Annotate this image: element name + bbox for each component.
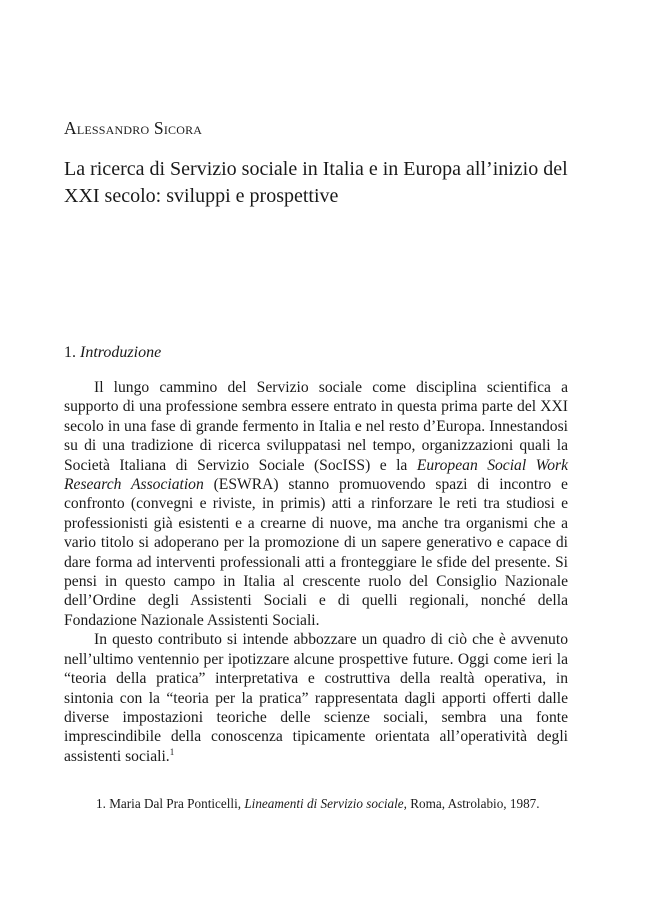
section-number: 1. bbox=[64, 344, 76, 361]
paragraph-1-text-b: (ESWRA) stanno promuovendo spazi di incontro e confronto (convegni e riviste, in primis) atti a rinforzare le reti tra studiosi e professionisti già esistenti e a crearne di nuove, ma anche tra organismi che a vario titolo si adoperano per la promozione di un sapere generativo e capace di dare forma ad interventi professionali atti a fronteggiare le sfide del presente. Si pensi in questo campo in Italia al crescente ruolo del Consiglio Nazionale dell’Ordine degli Assistenti Sociali e di quelli regionali, nonché della Fondazione Nazionale Assistenti Sociali. bbox=[64, 476, 568, 629]
footnote-book-title: Lineamenti di Servizio sociale bbox=[244, 796, 404, 811]
footnote-reference: 1 bbox=[169, 746, 175, 757]
section-label: Introduzione bbox=[80, 344, 162, 361]
paragraph-2 bbox=[64, 630, 568, 766]
article-title: La ricerca di Servizio sociale in Italia e in Europa all’inizio del XXI secolo: sviluppi e prospettive bbox=[64, 158, 568, 207]
body-text bbox=[64, 378, 568, 766]
paragraph-2-text: In questo contributo si intende abbozzare un quadro di ciò che è avvenuto nell’ultimo ventennio per ipotizzare alcune prospettive future. Oggi come ieri la “teoria della pratica” interpretativa e costruttiva della realtà operativa, in sintonia con la “teoria per la pratica” rappresentata dagli apporti offerti dalle diverse impostazioni teoriche delle scienze sociali, sembra una fonte imprescindibile della conoscenza tipicamente orientata all’operatività degli assistenti sociali. bbox=[64, 631, 568, 765]
footnote-number: 1. bbox=[96, 796, 106, 811]
footnote-publisher: , Roma, Astrolabio, 1987. bbox=[403, 796, 540, 811]
footnote-author: Maria Dal Pra Ponticelli, bbox=[109, 796, 242, 811]
paragraph-1 bbox=[64, 378, 568, 630]
footnote bbox=[96, 796, 586, 812]
paragraph-1-text-a: Il lungo cammino del Servizio sociale come disciplina scientifica a supporto di una professione sembra essere entrato in questa prima parte del XXI secolo in una fase di grande fermento in Italia e nel resto d’Europa. Innestandosi su di una tradizione di ricerca sviluppatasi nel tempo, organizzazioni quali la Società Italiana di Servizio Sociale (SocISS) e la bbox=[64, 379, 568, 474]
author-name: Alessandro Sicora bbox=[64, 118, 203, 138]
organization-name-italic: European Social Work Research Association bbox=[64, 456, 568, 494]
section-heading bbox=[64, 344, 161, 362]
